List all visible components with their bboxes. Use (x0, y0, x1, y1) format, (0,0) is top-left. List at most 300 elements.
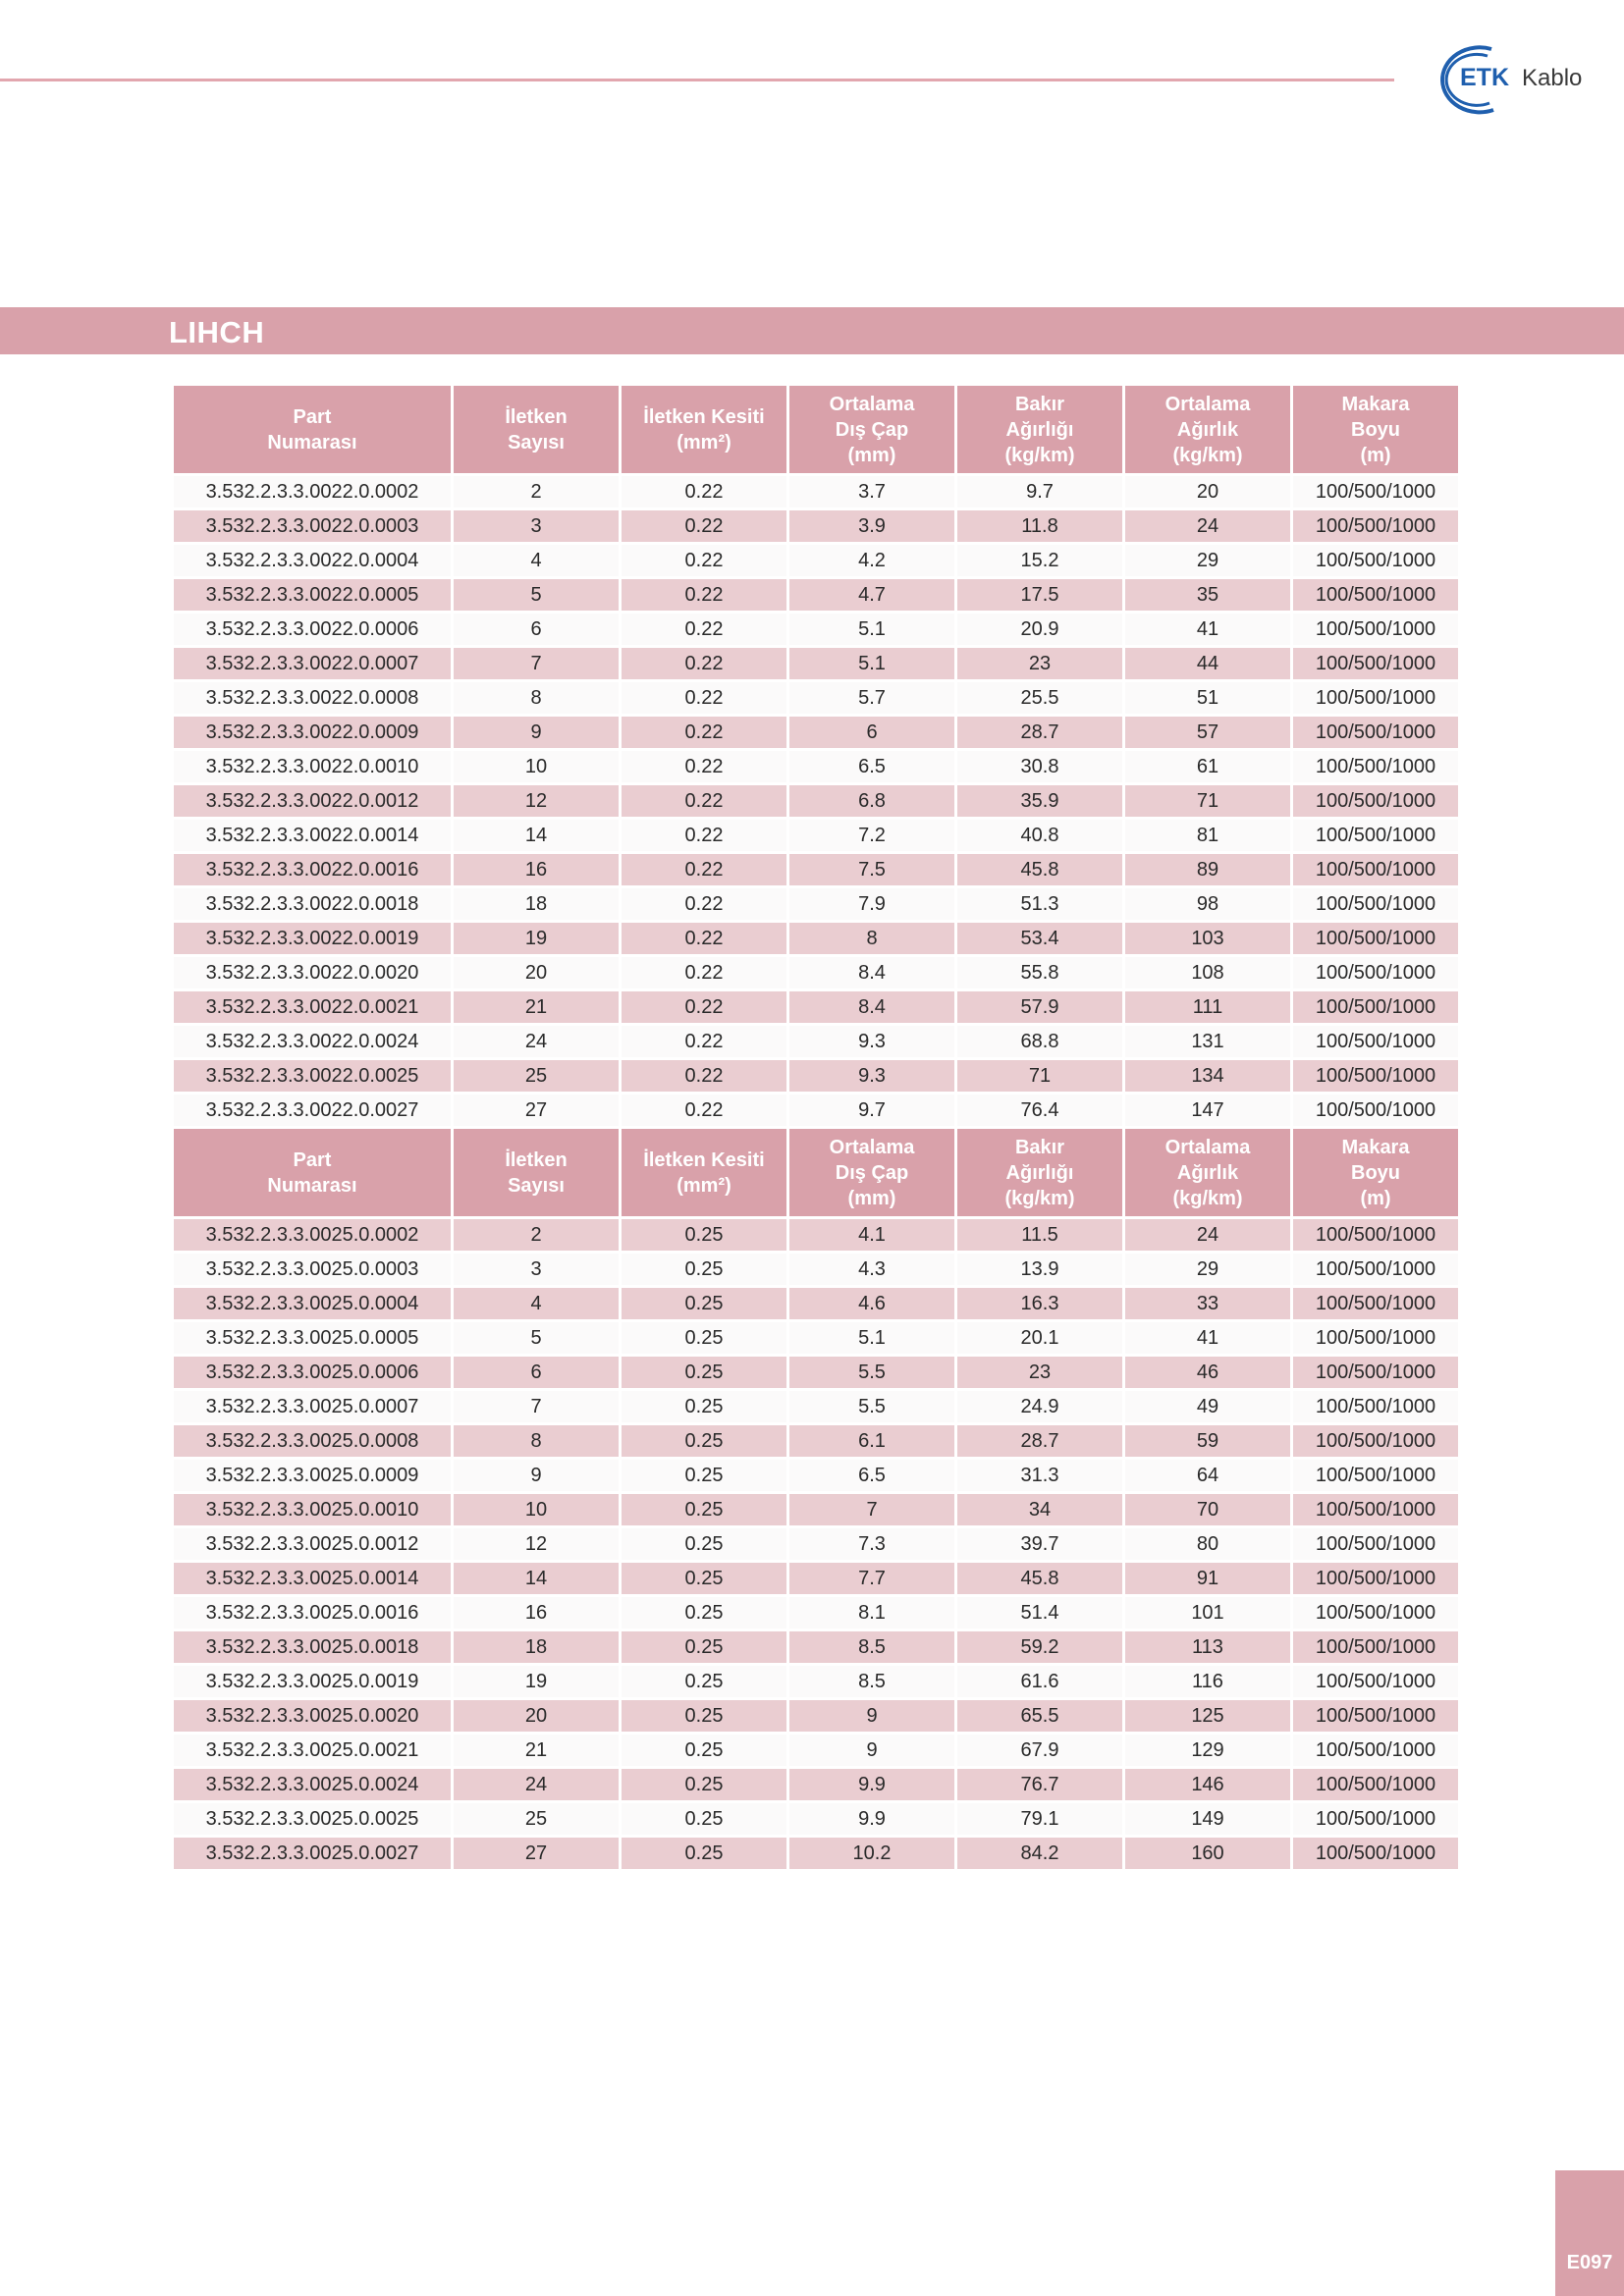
table-cell: 57 (1125, 717, 1290, 748)
table-cell: 71 (1125, 785, 1290, 817)
table-cell: 0.25 (622, 1219, 786, 1251)
table-cell: 3.532.2.3.3.0025.0.0006 (174, 1357, 451, 1388)
table-cell: 10.2 (789, 1838, 954, 1869)
table-row (174, 1769, 1458, 1800)
table-cell: 3.532.2.3.3.0025.0.0002 (174, 1219, 451, 1251)
table-cell: 7.2 (789, 820, 954, 851)
table-cell: 3.532.2.3.3.0022.0.0024 (174, 1026, 451, 1057)
table-cell: 0.22 (622, 991, 786, 1023)
table-cell: 5.1 (789, 648, 954, 679)
table-cell: 80 (1125, 1528, 1290, 1560)
table-cell: 14 (454, 1563, 619, 1594)
table-row (174, 923, 1458, 954)
table-cell: 28.7 (957, 717, 1122, 748)
table-cell: 0.25 (622, 1700, 786, 1732)
table-cell: 103 (1125, 923, 1290, 954)
column-header: Bakır Ağırlığı (kg/km) (957, 386, 1122, 473)
table-cell: 3.532.2.3.3.0025.0.0003 (174, 1254, 451, 1285)
table-cell: 8.5 (789, 1631, 954, 1663)
table-row (174, 1060, 1458, 1092)
table-cell: 29 (1125, 1254, 1290, 1285)
table-row (174, 510, 1458, 542)
table-cell: 11.5 (957, 1219, 1122, 1251)
table-cell: 9 (789, 1700, 954, 1732)
column-header: Ortalama Dış Çap (mm) (789, 1129, 954, 1216)
table-cell: 24.9 (957, 1391, 1122, 1422)
table-cell: 0.22 (622, 510, 786, 542)
column-header: Bakır Ağırlığı (kg/km) (957, 1129, 1122, 1216)
table-cell: 21 (454, 991, 619, 1023)
table-cell: 100/500/1000 (1293, 1460, 1458, 1491)
table-cell: 0.22 (622, 854, 786, 885)
table-cell: 125 (1125, 1700, 1290, 1732)
table-cell: 3.532.2.3.3.0025.0.0016 (174, 1597, 451, 1629)
table-cell: 9 (454, 717, 619, 748)
table-cell: 71 (957, 1060, 1122, 1092)
table-cell: 59 (1125, 1425, 1290, 1457)
table-cell: 3.7 (789, 476, 954, 507)
table-cell: 100/500/1000 (1293, 717, 1458, 748)
table-cell: 55.8 (957, 957, 1122, 988)
column-header: Part Numarası (174, 386, 451, 473)
table-row (174, 1631, 1458, 1663)
table-cell: 3.532.2.3.3.0025.0.0021 (174, 1735, 451, 1766)
column-header: Ortalama Ağırlık (kg/km) (1125, 386, 1290, 473)
table-cell: 100/500/1000 (1293, 545, 1458, 576)
table-cell: 0.22 (622, 751, 786, 782)
table-cell: 5.5 (789, 1391, 954, 1422)
table-cell: 3.532.2.3.3.0025.0.0027 (174, 1838, 451, 1869)
table-cell: 100/500/1000 (1293, 1254, 1458, 1285)
table-cell: 0.25 (622, 1735, 786, 1766)
table-cell: 46 (1125, 1357, 1290, 1388)
table-cell: 53.4 (957, 923, 1122, 954)
table-cell: 30.8 (957, 751, 1122, 782)
table-cell: 20.1 (957, 1322, 1122, 1354)
table-cell: 70 (1125, 1494, 1290, 1525)
table-cell: 0.22 (622, 957, 786, 988)
table-cell: 100/500/1000 (1293, 1803, 1458, 1835)
table-cell: 100/500/1000 (1293, 957, 1458, 988)
table-cell: 113 (1125, 1631, 1290, 1663)
table-cell: 100/500/1000 (1293, 648, 1458, 679)
table-cell: 101 (1125, 1597, 1290, 1629)
table-cell: 24 (454, 1026, 619, 1057)
table-cell: 100/500/1000 (1293, 1597, 1458, 1629)
table-cell: 0.22 (622, 1060, 786, 1092)
table-cell: 0.25 (622, 1460, 786, 1491)
table-cell: 76.4 (957, 1095, 1122, 1126)
table-cell: 2 (454, 476, 619, 507)
table-cell: 0.22 (622, 648, 786, 679)
column-header: İletken Sayısı (454, 386, 619, 473)
table-cell: 3.532.2.3.3.0022.0.0010 (174, 751, 451, 782)
table-cell: 100/500/1000 (1293, 1322, 1458, 1354)
table-cell: 3.532.2.3.3.0025.0.0019 (174, 1666, 451, 1697)
table-cell: 3.532.2.3.3.0022.0.0006 (174, 614, 451, 645)
table-row (174, 1528, 1458, 1560)
logo-text-kablo: Kablo (1522, 65, 1583, 91)
table-cell: 18 (454, 888, 619, 920)
table-cell: 108 (1125, 957, 1290, 988)
table-cell: 20.9 (957, 614, 1122, 645)
table-cell: 100/500/1000 (1293, 854, 1458, 885)
table-cell: 7.9 (789, 888, 954, 920)
table-cell: 100/500/1000 (1293, 923, 1458, 954)
table-cell: 65.5 (957, 1700, 1122, 1732)
table-cell: 0.22 (622, 476, 786, 507)
table-cell: 6.5 (789, 751, 954, 782)
table-cell: 3.532.2.3.3.0022.0.0027 (174, 1095, 451, 1126)
table-cell: 20 (1125, 476, 1290, 507)
table-cell: 100/500/1000 (1293, 1288, 1458, 1319)
table-cell: 79.1 (957, 1803, 1122, 1835)
table-cell: 40.8 (957, 820, 1122, 851)
table-cell: 7.3 (789, 1528, 954, 1560)
table-row (174, 1357, 1458, 1388)
table-cell: 3.532.2.3.3.0022.0.0003 (174, 510, 451, 542)
table-cell: 0.25 (622, 1322, 786, 1354)
page-number-tab (1555, 2170, 1624, 2296)
table-cell: 16.3 (957, 1288, 1122, 1319)
table-cell: 3.532.2.3.3.0025.0.0004 (174, 1288, 451, 1319)
table-cell: 146 (1125, 1769, 1290, 1800)
table-cell: 0.22 (622, 682, 786, 714)
table-cell: 0.25 (622, 1357, 786, 1388)
table-cell: 4.7 (789, 579, 954, 611)
column-header: Ortalama Dış Çap (mm) (789, 386, 954, 473)
table-cell: 24 (454, 1769, 619, 1800)
table-cell: 44 (1125, 648, 1290, 679)
section-title-band (0, 307, 1624, 354)
table-cell: 129 (1125, 1735, 1290, 1766)
table-cell: 0.25 (622, 1597, 786, 1629)
table-cell: 3.532.2.3.3.0022.0.0021 (174, 991, 451, 1023)
table-cell: 100/500/1000 (1293, 476, 1458, 507)
table-cell: 8 (454, 1425, 619, 1457)
table-cell: 3.532.2.3.3.0022.0.0004 (174, 545, 451, 576)
table-cell: 19 (454, 923, 619, 954)
table-cell: 9.7 (957, 476, 1122, 507)
table-cell: 9.3 (789, 1060, 954, 1092)
table-cell: 100/500/1000 (1293, 1060, 1458, 1092)
table-row (174, 579, 1458, 611)
table-cell: 11.8 (957, 510, 1122, 542)
table-cell: 8 (789, 923, 954, 954)
table-cell: 100/500/1000 (1293, 991, 1458, 1023)
table-cell: 24 (1125, 510, 1290, 542)
table-cell: 100/500/1000 (1293, 1666, 1458, 1697)
table-cell: 3.532.2.3.3.0022.0.0007 (174, 648, 451, 679)
table-cell: 0.22 (622, 888, 786, 920)
table-cell: 3.532.2.3.3.0025.0.0008 (174, 1425, 451, 1457)
table-cell: 0.25 (622, 1528, 786, 1560)
table-row (174, 1288, 1458, 1319)
table-cell: 3.532.2.3.3.0022.0.0012 (174, 785, 451, 817)
table-cell: 5 (454, 579, 619, 611)
page-number: E097 (1566, 2252, 1613, 2273)
table-row (174, 614, 1458, 645)
table-cell: 0.25 (622, 1494, 786, 1525)
table-cell: 3.9 (789, 510, 954, 542)
table-cell: 160 (1125, 1838, 1290, 1869)
table-cell: 25 (454, 1060, 619, 1092)
etk-kablo-logo (1419, 35, 1586, 124)
table-cell: 0.25 (622, 1254, 786, 1285)
table-cell: 21 (454, 1735, 619, 1766)
table-row (174, 1425, 1458, 1457)
table-cell: 8.1 (789, 1597, 954, 1629)
table-cell: 81 (1125, 820, 1290, 851)
table-row (174, 1666, 1458, 1697)
table-cell: 3.532.2.3.3.0022.0.0002 (174, 476, 451, 507)
table-cell: 134 (1125, 1060, 1290, 1092)
table-cell: 61.6 (957, 1666, 1122, 1697)
table-row (174, 751, 1458, 782)
table-cell: 8.4 (789, 991, 954, 1023)
table-row (174, 1700, 1458, 1732)
column-header: Part Numarası (174, 1129, 451, 1216)
table-row (174, 1597, 1458, 1629)
table-cell: 0.25 (622, 1391, 786, 1422)
table-row (174, 888, 1458, 920)
table-cell: 27 (454, 1095, 619, 1126)
table-row (174, 1219, 1458, 1251)
table-cell: 20 (454, 957, 619, 988)
column-header: Makara Boyu (m) (1293, 1129, 1458, 1216)
table-cell: 17.5 (957, 579, 1122, 611)
table-cell: 89 (1125, 854, 1290, 885)
table-cell: 3.532.2.3.3.0022.0.0014 (174, 820, 451, 851)
table-cell: 45.8 (957, 1563, 1122, 1594)
table-cell: 100/500/1000 (1293, 510, 1458, 542)
table-cell: 5 (454, 1322, 619, 1354)
table-cell: 100/500/1000 (1293, 1563, 1458, 1594)
table-cell: 0.22 (622, 820, 786, 851)
table-cell: 100/500/1000 (1293, 1494, 1458, 1525)
table-cell: 35 (1125, 579, 1290, 611)
table-cell: 57.9 (957, 991, 1122, 1023)
table-cell: 100/500/1000 (1293, 1838, 1458, 1869)
table-row (174, 648, 1458, 679)
header-rule (0, 79, 1394, 81)
table-cell: 7 (454, 1391, 619, 1422)
table-cell: 23 (957, 648, 1122, 679)
table-cell: 9.3 (789, 1026, 954, 1057)
table-cell: 9 (789, 1735, 954, 1766)
table-cell: 39.7 (957, 1528, 1122, 1560)
table-cell: 33 (1125, 1288, 1290, 1319)
table-cell: 6 (454, 1357, 619, 1388)
table-cell: 3.532.2.3.3.0025.0.0014 (174, 1563, 451, 1594)
table-cell: 3.532.2.3.3.0022.0.0016 (174, 854, 451, 885)
table-cell: 7 (789, 1494, 954, 1525)
column-header: Ortalama Ağırlık (kg/km) (1125, 1129, 1290, 1216)
table-cell: 35.9 (957, 785, 1122, 817)
table-row (174, 1026, 1458, 1057)
table-cell: 3 (454, 1254, 619, 1285)
table-row (174, 991, 1458, 1023)
table-cell: 0.25 (622, 1631, 786, 1663)
table-cell: 76.7 (957, 1769, 1122, 1800)
table-cell: 149 (1125, 1803, 1290, 1835)
table-cell: 111 (1125, 991, 1290, 1023)
table-cell: 6.8 (789, 785, 954, 817)
table-row (174, 545, 1458, 576)
table-cell: 15.2 (957, 545, 1122, 576)
table-cell: 13.9 (957, 1254, 1122, 1285)
table-cell: 25.5 (957, 682, 1122, 714)
table-cell: 100/500/1000 (1293, 1735, 1458, 1766)
table-cell: 28.7 (957, 1425, 1122, 1457)
table-cell: 131 (1125, 1026, 1290, 1057)
table-cell: 0.22 (622, 614, 786, 645)
table-cell: 3.532.2.3.3.0022.0.0018 (174, 888, 451, 920)
table-cell: 3 (454, 510, 619, 542)
table-cell: 3.532.2.3.3.0022.0.0009 (174, 717, 451, 748)
table-cell: 91 (1125, 1563, 1290, 1594)
table-header-row (174, 1129, 1458, 1216)
table-cell: 8 (454, 682, 619, 714)
table-cell: 98 (1125, 888, 1290, 920)
table-cell: 5.1 (789, 1322, 954, 1354)
table-cell: 4.2 (789, 545, 954, 576)
table-cell: 3.532.2.3.3.0022.0.0019 (174, 923, 451, 954)
table-row (174, 1838, 1458, 1869)
table-row (174, 1735, 1458, 1766)
table-cell: 51.3 (957, 888, 1122, 920)
table-cell: 0.22 (622, 717, 786, 748)
table-cell: 147 (1125, 1095, 1290, 1126)
column-header: Makara Boyu (m) (1293, 386, 1458, 473)
table-row (174, 717, 1458, 748)
table-cell: 100/500/1000 (1293, 1528, 1458, 1560)
table-row (174, 1803, 1458, 1835)
table-row (174, 1322, 1458, 1354)
table-cell: 3.532.2.3.3.0025.0.0025 (174, 1803, 451, 1835)
table-cell: 18 (454, 1631, 619, 1663)
table-cell: 100/500/1000 (1293, 1219, 1458, 1251)
table-row (174, 1095, 1458, 1126)
table-cell: 5.7 (789, 682, 954, 714)
table-cell: 100/500/1000 (1293, 751, 1458, 782)
table-cell: 100/500/1000 (1293, 682, 1458, 714)
table-cell: 4.6 (789, 1288, 954, 1319)
table-cell: 19 (454, 1666, 619, 1697)
table-cell: 4 (454, 1288, 619, 1319)
table-cell: 0.22 (622, 785, 786, 817)
table-cell: 0.22 (622, 1026, 786, 1057)
table-cell: 100/500/1000 (1293, 1357, 1458, 1388)
table-row (174, 820, 1458, 851)
table-cell: 5.1 (789, 614, 954, 645)
table-cell: 3.532.2.3.3.0025.0.0024 (174, 1769, 451, 1800)
table-row (174, 476, 1458, 507)
table-cell: 4 (454, 545, 619, 576)
table-cell: 0.25 (622, 1288, 786, 1319)
table-cell: 59.2 (957, 1631, 1122, 1663)
table-cell: 100/500/1000 (1293, 1769, 1458, 1800)
table-cell: 34 (957, 1494, 1122, 1525)
table-cell: 6 (789, 717, 954, 748)
table-cell: 84.2 (957, 1838, 1122, 1869)
table-cell: 3.532.2.3.3.0025.0.0007 (174, 1391, 451, 1422)
table-cell: 5.5 (789, 1357, 954, 1388)
table-cell: 31.3 (957, 1460, 1122, 1491)
column-header: İletken Kesiti (mm²) (622, 386, 786, 473)
table-cell: 7 (454, 648, 619, 679)
table-cell: 67.9 (957, 1735, 1122, 1766)
table-cell: 16 (454, 1597, 619, 1629)
table-cell: 100/500/1000 (1293, 785, 1458, 817)
table-cell: 116 (1125, 1666, 1290, 1697)
table-cell: 3.532.2.3.3.0022.0.0005 (174, 579, 451, 611)
table-cell: 3.532.2.3.3.0025.0.0010 (174, 1494, 451, 1525)
table-cell: 49 (1125, 1391, 1290, 1422)
table-cell: 0.22 (622, 1095, 786, 1126)
table-cell: 6.5 (789, 1460, 954, 1491)
table-cell: 12 (454, 1528, 619, 1560)
table-cell: 8.4 (789, 957, 954, 988)
table-cell: 3.532.2.3.3.0022.0.0020 (174, 957, 451, 988)
table-row (174, 1563, 1458, 1594)
table-cell: 25 (454, 1803, 619, 1835)
table-cell: 8.5 (789, 1666, 954, 1697)
cable-spec-table (171, 383, 1461, 1872)
table-cell: 3.532.2.3.3.0025.0.0020 (174, 1700, 451, 1732)
table-cell: 6.1 (789, 1425, 954, 1457)
table-cell: 3.532.2.3.3.0022.0.0008 (174, 682, 451, 714)
table-cell: 100/500/1000 (1293, 1425, 1458, 1457)
table-cell: 3.532.2.3.3.0022.0.0025 (174, 1060, 451, 1092)
table-cell: 4.1 (789, 1219, 954, 1251)
table-cell: 0.25 (622, 1563, 786, 1594)
column-header: İletken Kesiti (mm²) (622, 1129, 786, 1216)
table-cell: 12 (454, 785, 619, 817)
table-row (174, 682, 1458, 714)
table-cell: 100/500/1000 (1293, 888, 1458, 920)
table-cell: 100/500/1000 (1293, 579, 1458, 611)
table-cell: 0.25 (622, 1769, 786, 1800)
table-cell: 14 (454, 820, 619, 851)
table-cell: 100/500/1000 (1293, 1700, 1458, 1732)
table-cell: 51.4 (957, 1597, 1122, 1629)
table-header-row (174, 386, 1458, 473)
table-cell: 0.25 (622, 1838, 786, 1869)
table-cell: 10 (454, 1494, 619, 1525)
table-cell: 23 (957, 1357, 1122, 1388)
table-cell: 20 (454, 1700, 619, 1732)
table-row (174, 957, 1458, 988)
table-cell: 68.8 (957, 1026, 1122, 1057)
table-cell: 3.532.2.3.3.0025.0.0018 (174, 1631, 451, 1663)
table-cell: 2 (454, 1219, 619, 1251)
section-title: LIHCH (169, 315, 265, 349)
table-cell: 51 (1125, 682, 1290, 714)
table-cell: 0.22 (622, 579, 786, 611)
table-cell: 7.7 (789, 1563, 954, 1594)
table-cell: 7.5 (789, 854, 954, 885)
table-cell: 24 (1125, 1219, 1290, 1251)
table-row (174, 785, 1458, 817)
table-cell: 45.8 (957, 854, 1122, 885)
table-row (174, 1254, 1458, 1285)
table-row (174, 854, 1458, 885)
table-cell: 0.22 (622, 545, 786, 576)
table-cell: 0.25 (622, 1425, 786, 1457)
table-cell: 29 (1125, 545, 1290, 576)
table-cell: 100/500/1000 (1293, 614, 1458, 645)
